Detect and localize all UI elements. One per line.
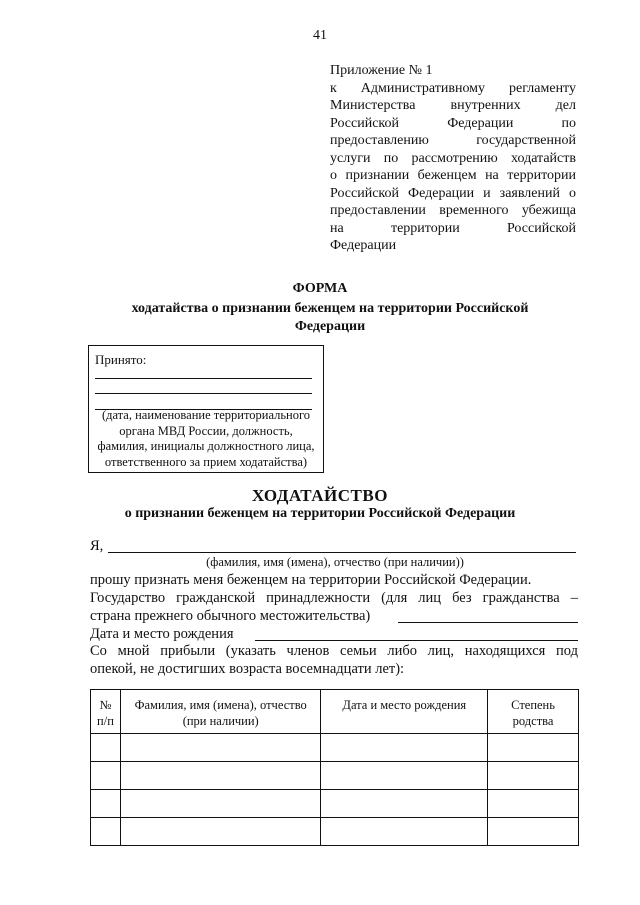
table-row	[91, 762, 579, 790]
birth-label: Дата и место рождения	[90, 626, 234, 642]
column-header-birth: Дата и место рождения	[321, 690, 488, 734]
table-cell[interactable]	[321, 818, 488, 846]
accepted-caption-line: фамилия, инициалы должностного лица,	[97, 439, 315, 453]
column-header-number: № п/п	[91, 690, 121, 734]
appendix-line: Министерства внутренних дел	[330, 98, 576, 113]
table-cell[interactable]	[488, 762, 579, 790]
appendix-line: Приложение № 1	[330, 63, 433, 78]
accepted-fill-line[interactable]	[95, 393, 312, 394]
table-row	[91, 818, 579, 846]
form-subtitle-line: ходатайства о признании беженцем на территории Российской	[131, 301, 529, 316]
appendix-line: предоставлению государственной	[330, 133, 576, 148]
accepted-caption-line: ответственного за прием ходатайства)	[104, 454, 308, 469]
table-cell[interactable]	[120, 818, 321, 846]
accepted-caption	[90, 408, 322, 470]
table-cell[interactable]	[321, 734, 488, 762]
table-cell[interactable]	[120, 734, 321, 762]
full-name-field[interactable]	[108, 552, 576, 553]
column-header-relationship: Степень родства	[488, 690, 579, 734]
form-subtitle	[110, 300, 550, 336]
appendix-line: на территории Российской	[330, 220, 576, 236]
family-members-table	[90, 689, 579, 846]
citizenship-field[interactable]	[398, 622, 578, 623]
accepted-caption-line: органа МВД России, должность,	[119, 423, 293, 438]
table-cell[interactable]	[120, 790, 321, 818]
form-subtitle-line: Федерации	[294, 319, 366, 334]
table-cell[interactable]	[488, 734, 579, 762]
form-title: ФОРМА	[292, 281, 348, 296]
appendix-line: услуги по рассмотрению ходатайств	[330, 150, 576, 166]
petition-subtitle: о признании беженцем на территории Российской Федерации	[124, 506, 516, 521]
table-cell[interactable]	[91, 762, 121, 790]
arrived-line: Со мной прибыли (указать членов семьи либо лиц, находящихся под	[90, 643, 578, 659]
petition-title: ХОДАТАЙСТВО	[252, 486, 388, 505]
accepted-label: Принято:	[95, 352, 147, 367]
appendix-line: о признании беженцем на территории	[330, 168, 576, 183]
birth-field[interactable]	[255, 640, 578, 641]
i-label: Я,	[90, 538, 104, 554]
accepted-caption-line: (дата, наименование территориального	[101, 408, 311, 422]
appendix-line: предоставлении временного убежища	[330, 203, 576, 218]
column-header-full-name: Фамилия, имя (имена), отчество (при наличии)	[120, 690, 321, 734]
request-text: прошу признать меня беженцем на территории Российской Федерации.	[90, 572, 532, 588]
table-cell[interactable]	[120, 762, 321, 790]
table-cell[interactable]	[91, 818, 121, 846]
table-row	[91, 734, 579, 762]
table-cell[interactable]	[488, 790, 579, 818]
citizenship-line: Государство гражданской принадлежности (для лиц без гражданства –	[90, 590, 578, 606]
full-name-caption: (фамилия, имя (имена), отчество (при наличии))	[206, 555, 464, 569]
appendix-line: Российской Федерации и заявлений о	[330, 185, 576, 201]
appendix-line: Федерации	[330, 238, 397, 253]
page-number: 41	[313, 28, 327, 43]
table-cell[interactable]	[91, 734, 121, 762]
table-row	[91, 790, 579, 818]
table-cell[interactable]	[488, 818, 579, 846]
arrived-line: опекой, не достигших возраста восемнадцати лет):	[90, 661, 405, 677]
appendix-line: к Административному регламенту	[330, 80, 576, 96]
appendix-block	[330, 62, 576, 255]
table-cell[interactable]	[321, 762, 488, 790]
accepted-fill-line[interactable]	[95, 378, 312, 379]
appendix-line: Российской Федерации по	[330, 115, 576, 131]
table-header-row	[91, 690, 579, 734]
table-cell[interactable]	[321, 790, 488, 818]
table-cell[interactable]	[91, 790, 121, 818]
citizenship-line: страна прежнего обычного местожительства)	[90, 608, 371, 624]
